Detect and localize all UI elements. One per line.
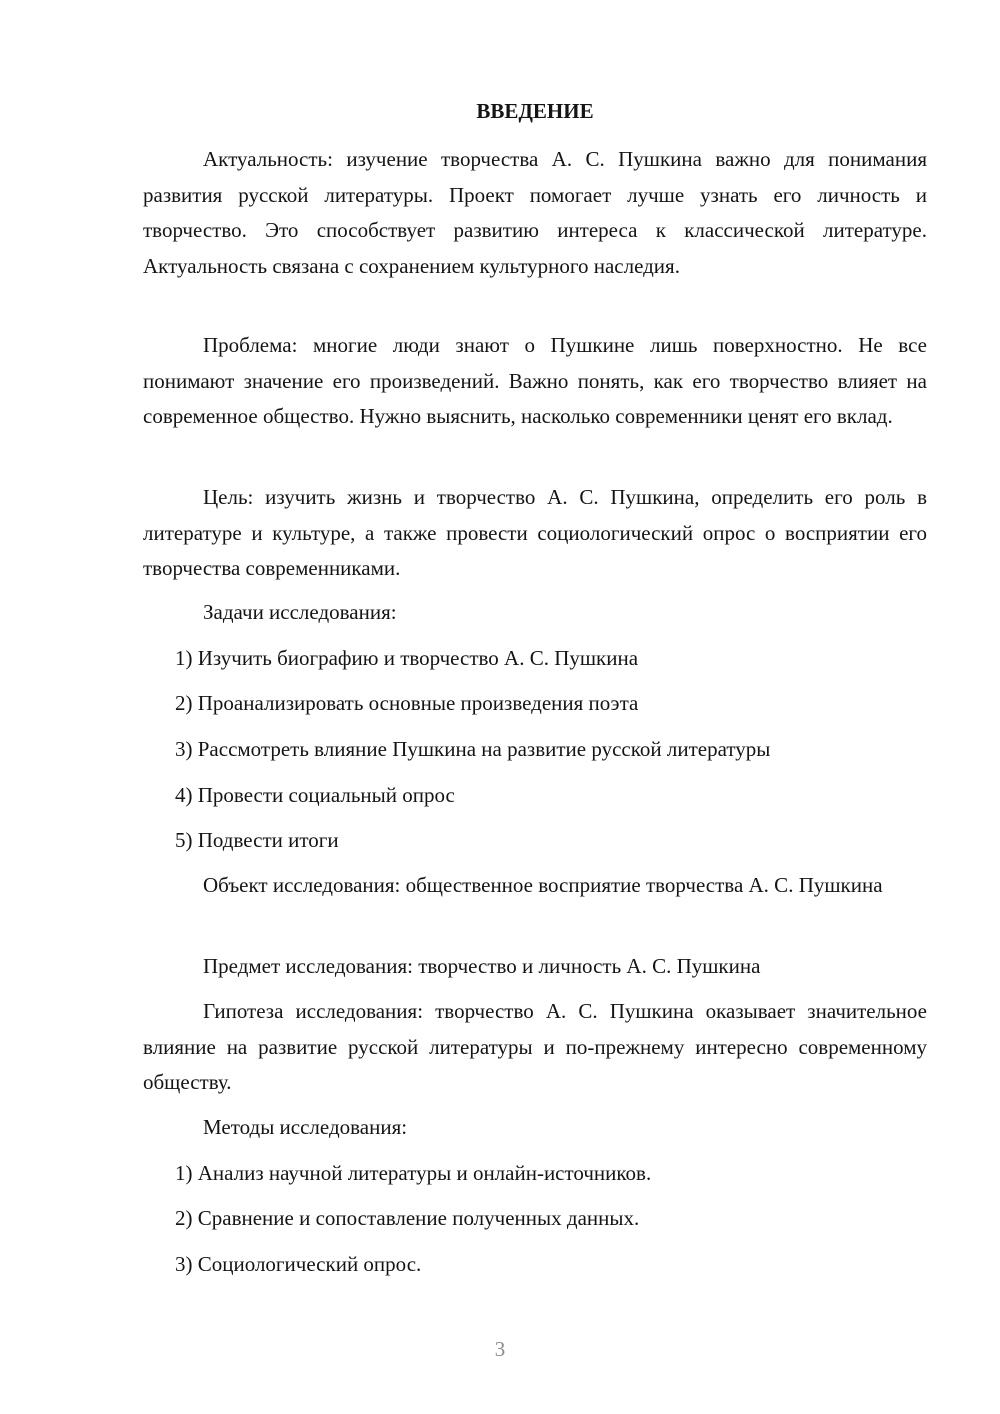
task-item: 2) Проанализировать основные произведения поэта <box>175 691 639 715</box>
problem-paragraph: Проблема: многие люди знают о Пушкине лишь поверхностно. Не все понимают значение его произведений. Важно понять, как его творчество влияет на современное общество. Нужно выяснить, насколько современники ценят его вклад. <box>143 333 927 428</box>
method-item: 2) Сравнение и сопоставление полученных данных. <box>175 1206 640 1230</box>
task-item: 1) Изучить биографию и творчество А. С. Пушкина <box>175 646 639 670</box>
relevance-paragraph: Актуальность: изучение творчества А. С. Пушкина важно для понимания развития русской литературы. Проект помогает лучше узнать его личность и творчество. Это способствует развитию интереса к классической литературе. Актуальность связана с сохранением культурного наследия. <box>143 147 927 278</box>
methods-heading: Методы исследования: <box>203 1115 408 1139</box>
method-item: 3) Социологический опрос. <box>175 1252 422 1276</box>
hypothesis-paragraph: Гипотеза исследования: творчество А. С. Пушкина оказывает значительное влияние на развитие русской литературы и по-прежнему интересно современному обществу. <box>143 999 927 1094</box>
subject-line: Предмет исследования: творчество и личность А. С. Пушкина <box>203 954 761 978</box>
page-number: 3 <box>494 1337 506 1361</box>
method-item: 1) Анализ научной литературы и онлайн-источников. <box>175 1161 652 1185</box>
tasks-heading: Задачи исследования: <box>203 600 397 624</box>
task-item: 3) Рассмотреть влияние Пушкина на развитие русской литературы <box>175 737 771 761</box>
task-item: 5) Подвести итоги <box>175 828 339 852</box>
goal-paragraph: Цель: изучить жизнь и творчество А. С. Пушкина, определить его роль в литературе и культуре, а также провести социологический опрос о восприятии его творчества современниками. <box>143 485 927 580</box>
section-heading: ВВЕДЕНИЕ <box>476 99 594 123</box>
object-paragraph: Объект исследования: общественное восприятие творчества А. С. Пушкина <box>203 873 883 897</box>
task-item: 4) Провести социальный опрос <box>175 783 455 807</box>
